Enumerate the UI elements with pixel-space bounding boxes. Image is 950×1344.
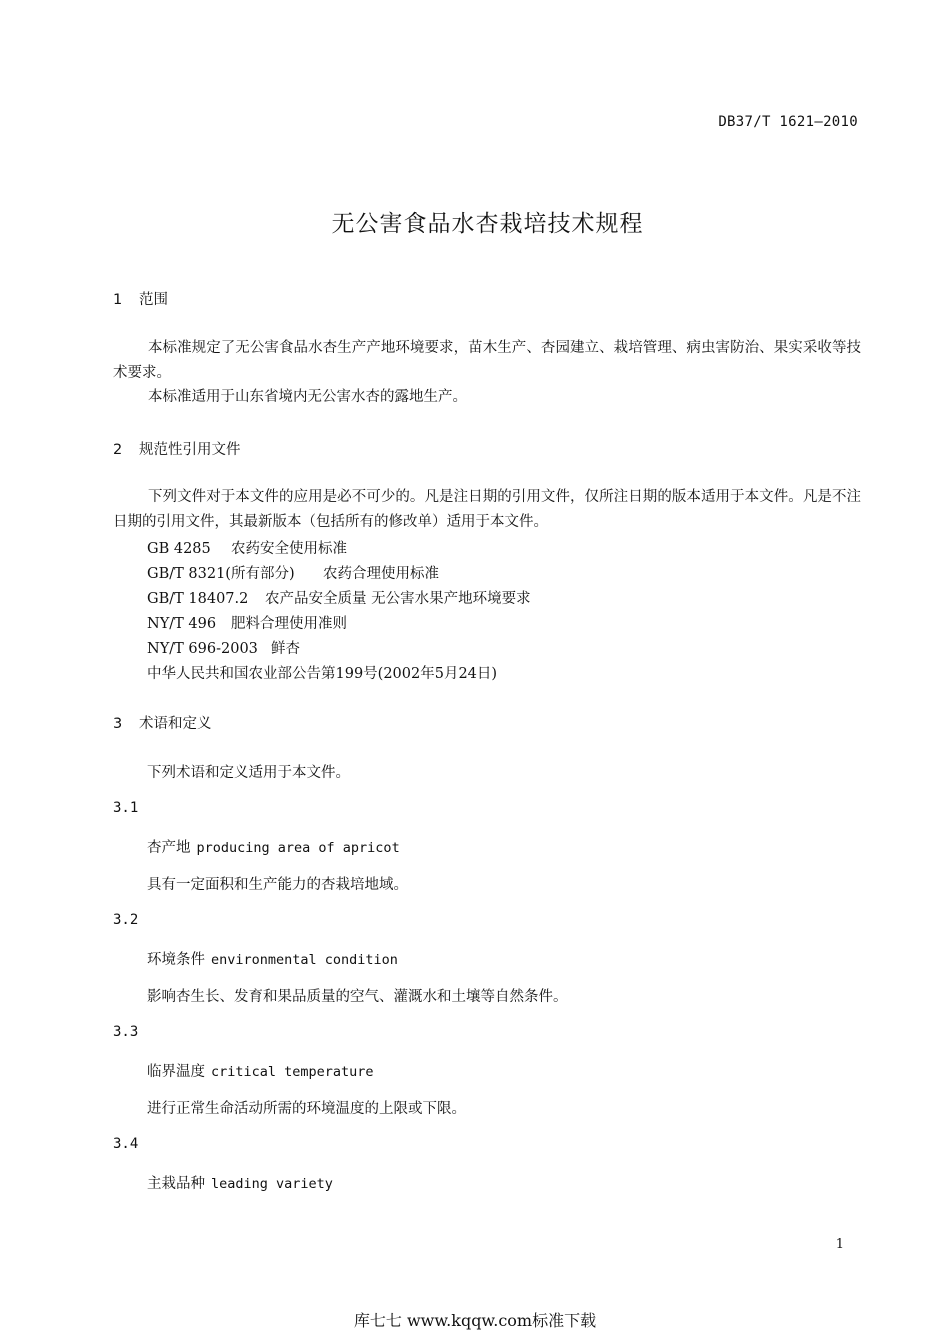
term-number: 3.4 [113,1136,139,1152]
reference-item [147,587,531,608]
section-number: 2 [113,442,123,458]
term-english: environmental condition [211,952,398,968]
reference-code: GB/T 8321(所有部分) [147,566,295,582]
standard-code: DB37/T 1621—2010 [718,114,858,130]
term-chinese: 环境条件 [147,952,205,968]
section-title: 术语和定义 [139,716,212,732]
section-title: 规范性引用文件 [139,442,241,458]
reference-code: GB/T 18407.2 [147,591,249,607]
reference-item [147,612,347,633]
term-definition: 具有一定面积和生产能力的杏栽培地域。 [147,877,408,893]
term-chinese: 杏产地 [147,840,191,856]
reference-title: 鲜杏 [271,641,300,657]
reference-item [147,562,439,583]
reference-code: GB 4285 [147,541,211,557]
reference-title: 农药安全使用标准 [231,541,347,557]
section-heading-normative-references [113,438,241,459]
term-chinese: 临界温度 [147,1064,205,1080]
document-title: 无公害食品水杏栽培技术规程 [331,211,644,237]
reference-code: NY/T 696-2003 [147,641,258,657]
terms-intro: 下列术语和定义适用于本文件。 [147,765,350,781]
term-heading [147,1172,333,1193]
term-english: leading variety [211,1176,333,1192]
ministry-announcement: 中华人民共和国农业部公告第199号(2002年5月24日) [147,666,498,682]
reference-title: 农产品安全质量 无公害水果产地环境要求 [265,591,531,607]
reference-title: 肥料合理使用准则 [231,616,347,632]
term-chinese: 主栽品种 [147,1176,205,1192]
reference-item [147,537,347,558]
term-heading [147,948,398,969]
scope-paragraph-2: 本标准适用于山东省境内无公害水杏的露地生产。 [148,389,467,405]
reference-item [147,637,300,658]
term-definition: 进行正常生命活动所需的环境温度的上限或下限。 [147,1101,466,1117]
term-definition: 影响杏生长、发育和果品质量的空气、灌溉水和土壤等自然条件。 [147,989,568,1005]
reference-title: 农药合理使用标准 [323,566,439,582]
term-number: 3.1 [113,800,139,816]
references-intro-paragraph: 下列文件对于本文件的应用是必不可少的。凡是注日期的引用文件，仅所注日期的版本适用于本文件。凡是不注日期的引用文件，其最新版本（包括所有的修改单）适用于本文件。 [113,489,861,530]
section-title: 范围 [139,292,168,308]
section-number: 1 [113,292,123,308]
section-number: 3 [113,716,123,732]
term-english: critical temperature [211,1064,374,1080]
term-english: producing area of apricot [196,840,400,856]
reference-code: NY/T 496 [147,616,217,632]
page-number: 1 [835,1237,844,1252]
section-heading-scope [113,288,168,309]
term-heading [147,836,400,857]
section-heading-terms-definitions [113,712,212,733]
footer-watermark[interactable]: 库七七 www.kqqw.com标准下载 [353,1311,597,1330]
scope-paragraph-1: 本标准规定了无公害食品水杏生产产地环境要求，苗木生产、杏园建立、栽培管理、病虫害防治、果实采收等技术要求。 [113,340,861,381]
term-heading [147,1060,374,1081]
term-number: 3.2 [113,912,139,928]
term-number: 3.3 [113,1024,139,1040]
